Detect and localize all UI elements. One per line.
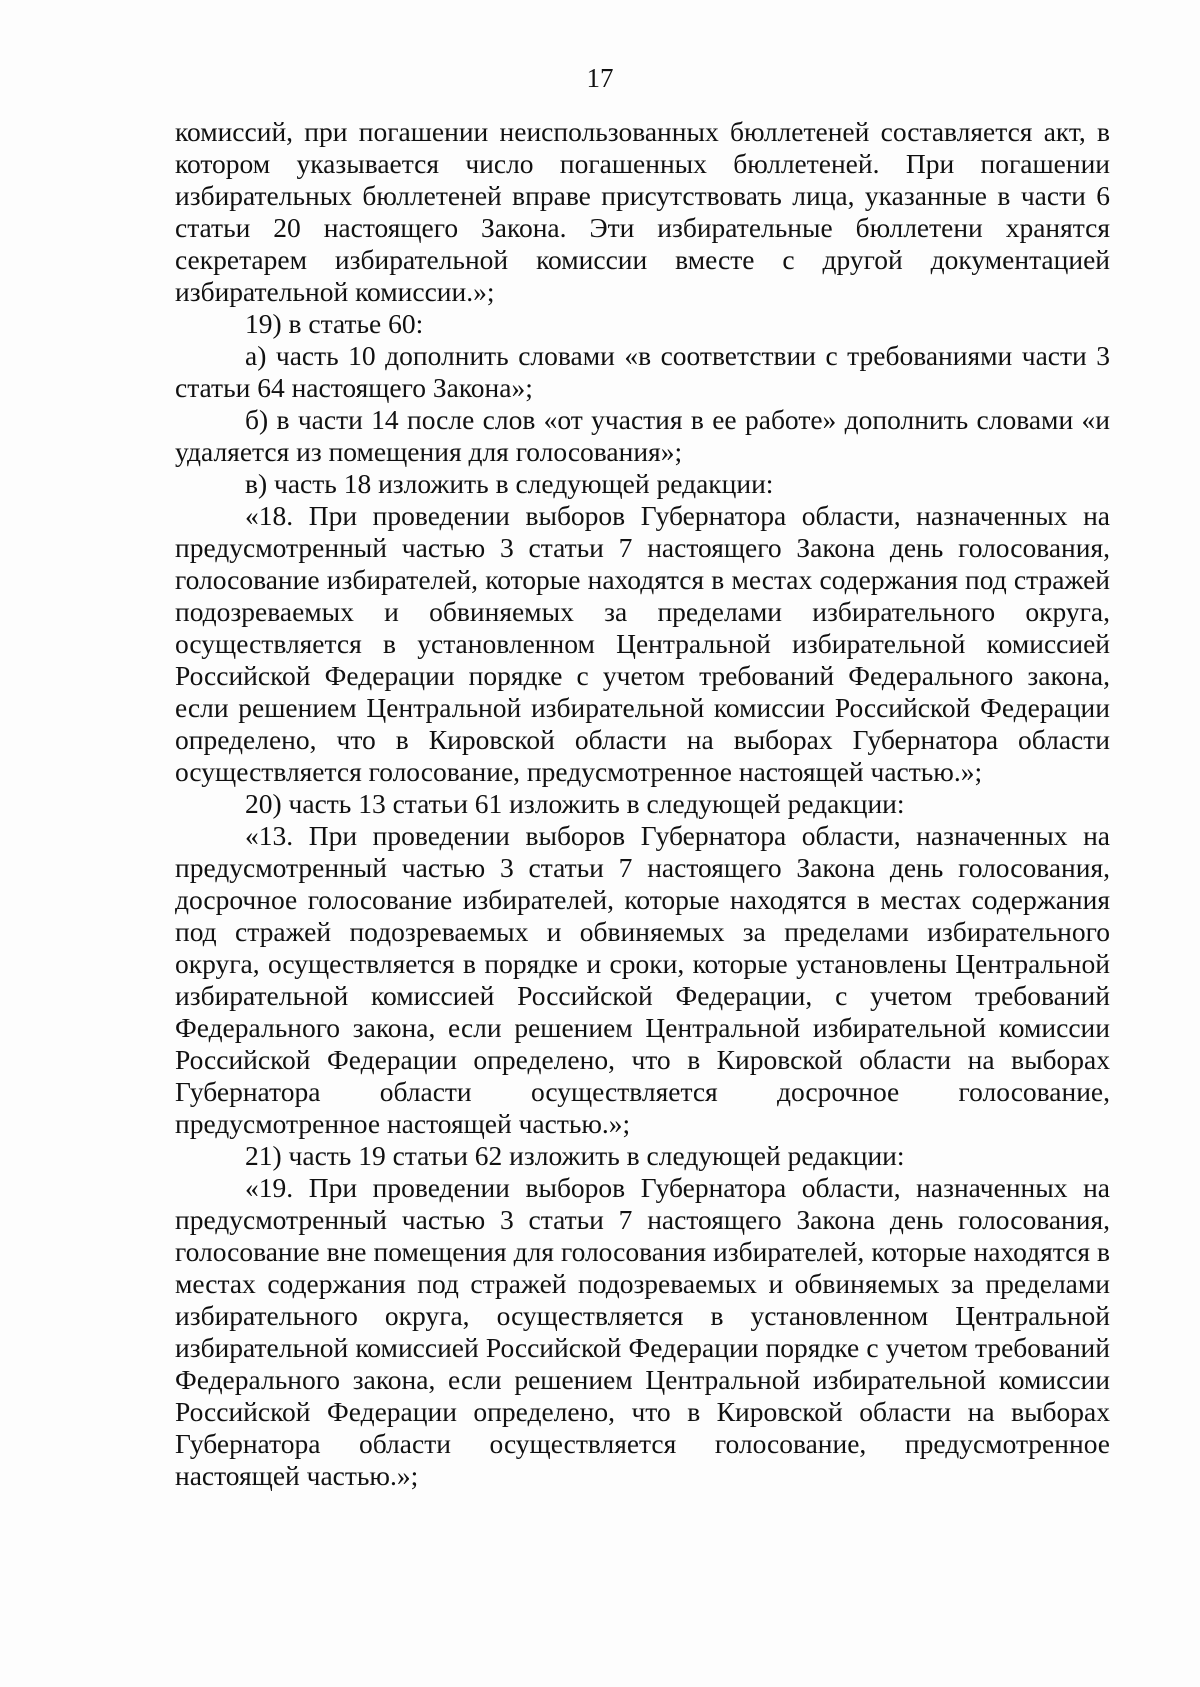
document-body xyxy=(175,116,1110,1492)
paragraph-item-19a: а) часть 10 дополнить словами «в соответствии с требованиями части 3 статьи 64 настоящего Закона»; xyxy=(175,340,1110,403)
paragraph-item-19b: б) в части 14 после слов «от участия в ее работе» дополнить словами «и удаляется из помещения для голосования»; xyxy=(175,404,1110,467)
paragraph-item-21: 21) часть 19 статьи 62 изложить в следующей редакции: xyxy=(245,1140,905,1171)
paragraph-continuation: комиссий, при погашении неиспользованных бюллетеней составляется акт, в котором указывается число погашенных бюллетеней. При погашении избирательных бюллетеней вправе присутствовать лица, указанные в части 6 статьи 20 настоящего Закона. Эти избирательные бюллетени хранятся секретарем избирательной комиссии вместе с другой документацией избирательной комиссии.»; xyxy=(175,116,1110,307)
paragraph-part-13-text: «13. При проведении выборов Губернатора области, назначенных на предусмотренный частью 3 статьи 7 настоящего Закона день голосования, досрочное голосование избирателей, которые находятся в местах содержания под стражей подозреваемых и обвиняемых за пределами избирательного округа, осуществляется в порядке и сроки, которые установлены Центральной избирательной комиссией Российской Федерации, с учетом требований Федерального закона, если решением Центральной избирательной комиссии Российской Федерации определено, что в Кировской области на выборах Губернатора области осуществляется досрочное голосование, предусмотренное настоящей частью.»; xyxy=(175,820,1110,1139)
paragraph-item-20: 20) часть 13 статьи 61 изложить в следующей редакции: xyxy=(245,788,905,819)
paragraph-part-18-text: «18. При проведении выборов Губернатора области, назначенных на предусмотренный частью 3 статьи 7 настоящего Закона день голосования, голосование избирателей, которые находятся в местах содержания под стражей подозреваемых и обвиняемых за пределами избирательного округа, осуществляется в установленном Центральной избирательной комиссией Российской Федерации порядке с учетом требований Федерального закона, если решением Центральной избирательной комиссии Российской Федерации определено, что в Кировской области на выборах Губернатора области осуществляется голосование, предусмотренное настоящей частью.»; xyxy=(175,500,1110,787)
paragraph-part-19-text: «19. При проведении выборов Губернатора области, назначенных на предусмотренный частью 3 статьи 7 настоящего Закона день голосования, голосование вне помещения для голосования избирателей, которые находятся в местах содержания под стражей подозреваемых и обвиняемых за пределами избирательного округа, осуществляется в установленном Центральной избирательной комиссией Российской Федерации порядке с учетом требований Федерального закона, если решением Центральной избирательной комиссии Российской Федерации определено, что в Кировской области на выборах Губернатора области осуществляется голосование, предусмотренное настоящей частью.»; xyxy=(175,1172,1110,1491)
paragraph-item-19v: в) часть 18 изложить в следующей редакции: xyxy=(245,468,774,499)
page-number: 17 xyxy=(586,63,614,93)
paragraph-item-19: 19) в статье 60: xyxy=(245,308,424,339)
